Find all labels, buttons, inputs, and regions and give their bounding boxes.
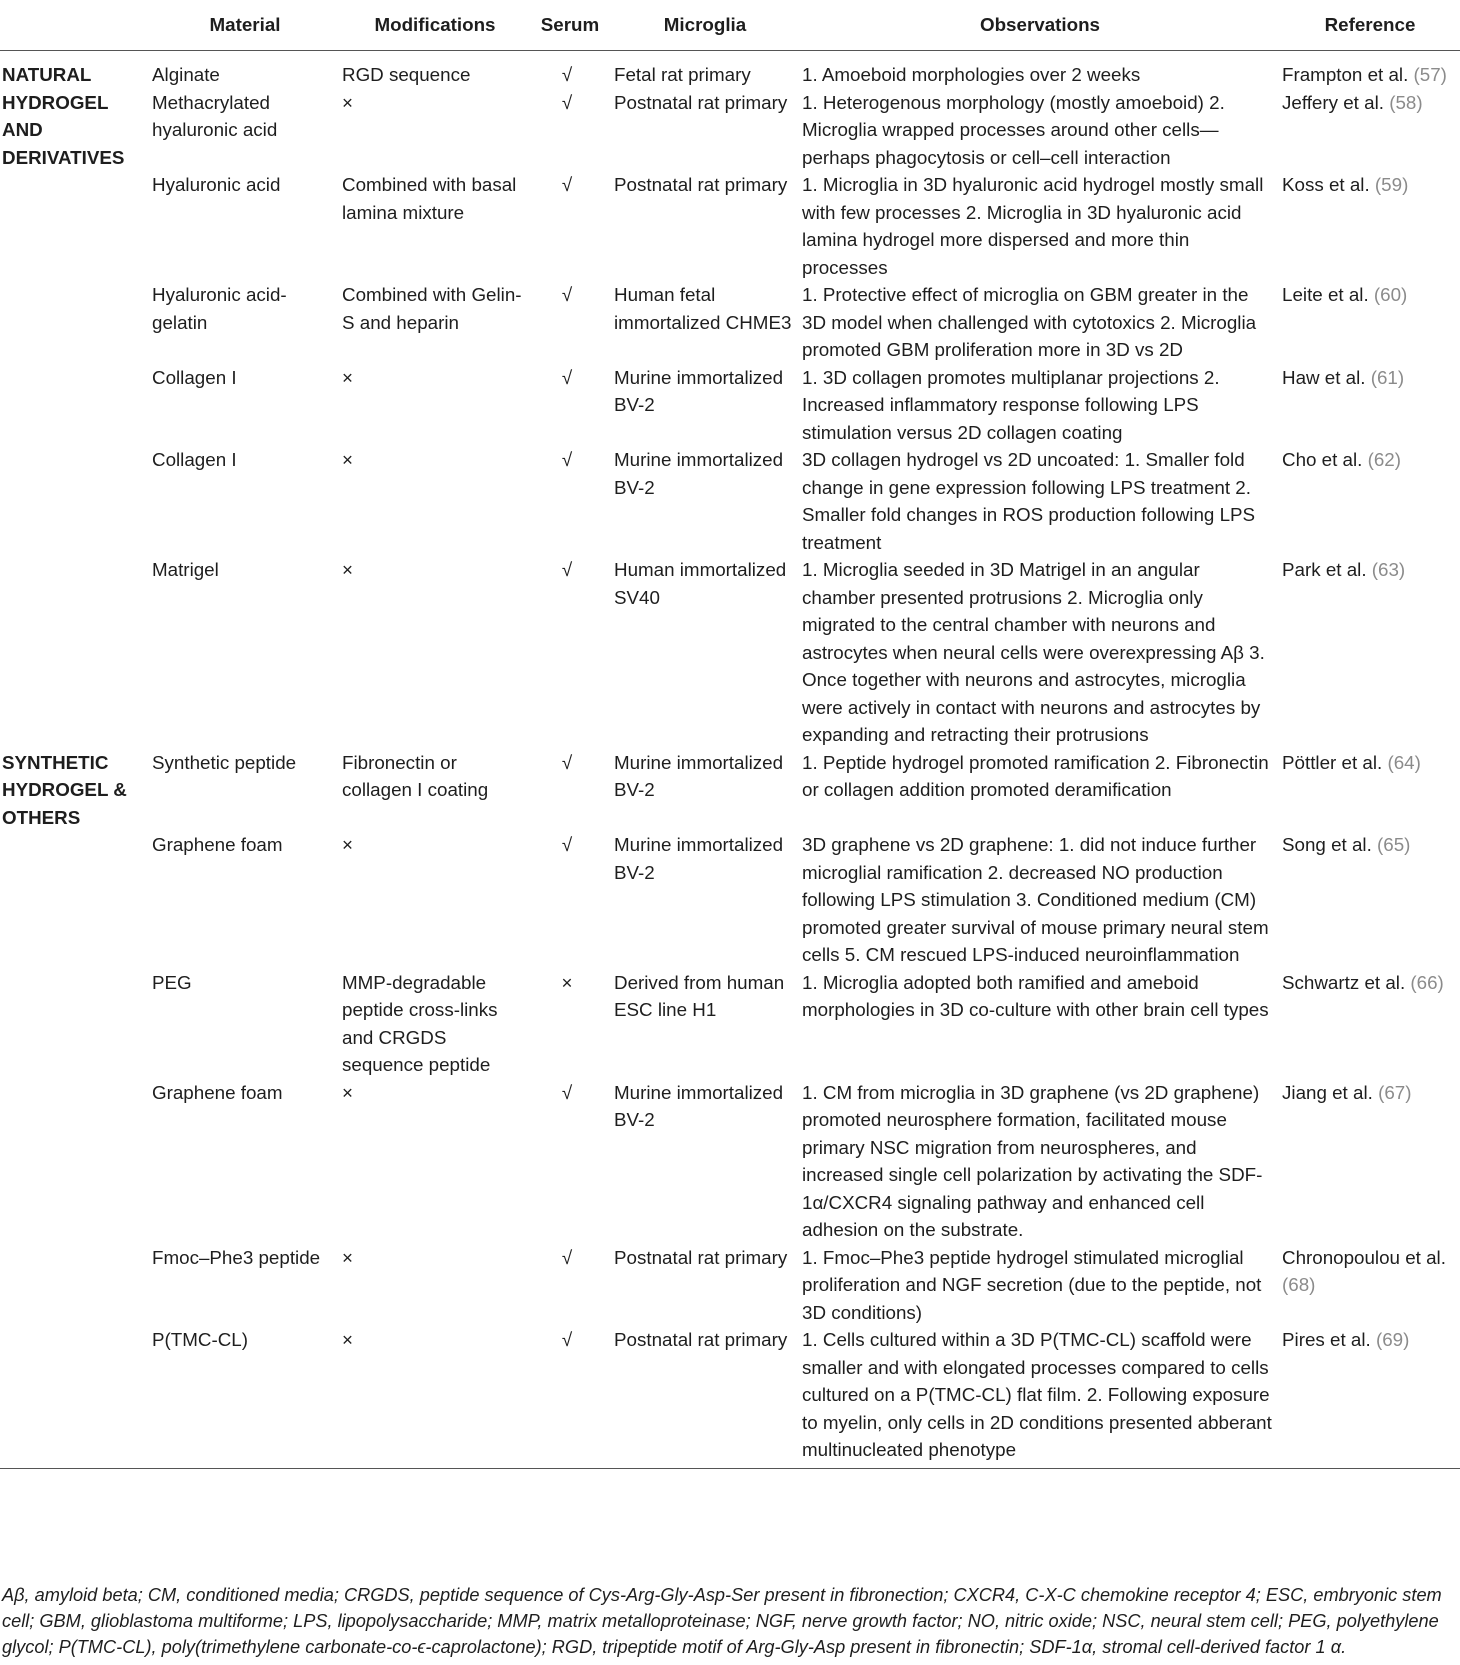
header-observations: Observations	[800, 0, 1280, 51]
cell-material: Hyaluronic acid-gelatin	[152, 284, 287, 333]
cell-serum: √	[561, 1246, 573, 1268]
cell-serum: ×	[561, 971, 573, 993]
table-row	[0, 749, 1460, 832]
ref-link[interactable]: (59)	[1374, 174, 1409, 195]
cell-serum: √	[561, 559, 573, 580]
ref-author: Pöttler et al.	[1282, 751, 1388, 773]
ref-author: Frampton et al.	[1282, 64, 1414, 85]
cell-reference	[1280, 364, 1460, 447]
cell-reference	[1280, 51, 1460, 89]
ref-link[interactable]: (62)	[1367, 449, 1402, 470]
cell-serum: √	[561, 91, 573, 113]
ref-link[interactable]: (58)	[1389, 91, 1423, 113]
cell-microglia: Murine immortalized BV-2	[614, 751, 784, 800]
cell-reference	[1280, 281, 1460, 364]
cell-material: Collagen I	[152, 449, 237, 470]
cell-modifications: ×	[342, 559, 353, 580]
cell-serum: √	[561, 1081, 573, 1103]
cell-serum: √	[530, 1326, 610, 1468]
cell-reference	[1280, 969, 1460, 1079]
ref-link[interactable]: (61)	[1370, 366, 1405, 388]
cell-microglia: Murine immortalized BV-2	[614, 834, 784, 883]
section-spacer	[0, 364, 150, 447]
cell-observations: 1. 3D collagen promotes multiplanar projections 2. Increased inflammatory response following LPS stimulation versus 2D collagen coating	[802, 366, 1220, 443]
table-row	[0, 51, 1460, 89]
cell-material: P(TMC-CL)	[150, 1326, 340, 1468]
table-row	[0, 1326, 1460, 1468]
cell-reference	[1280, 556, 1460, 749]
table-row	[0, 969, 1460, 1079]
section-label-synthetic: SYNTHETIC HYDROGEL & OTHERS	[2, 751, 127, 828]
cell-modifications: ×	[342, 449, 353, 470]
cell-modifications: MMP-degradable peptide cross-links and CRGDS sequence peptide	[342, 971, 498, 1075]
cell-reference	[1280, 89, 1460, 172]
section-spacer	[0, 1079, 150, 1244]
section-spacer	[0, 1326, 150, 1468]
cell-material: Fmoc–Phe3 peptide	[152, 1246, 321, 1268]
cell-serum: √	[561, 284, 573, 305]
cell-observations: 1. Fmoc–Phe3 peptide hydrogel stimulated microglial proliferation and NGF secretion (due to the peptide, not 3D conditions)	[802, 1246, 1262, 1323]
cell-observations: 1. Cells cultured within a 3D P(TMC-CL) scaffold were smaller and with elongated processes compared to cells cultured on a P(TMC-CL) flat film. 2. Following exposure to myelin, only cells in 2D conditions presented abberant multinucleated phenotype	[800, 1326, 1280, 1468]
cell-modifications: ×	[342, 91, 353, 113]
section-spacer	[0, 281, 150, 364]
cell-microglia: Murine immortalized BV-2	[614, 449, 784, 498]
header-serum: Serum	[530, 0, 610, 51]
table-row	[0, 556, 1460, 749]
cell-modifications: ×	[342, 366, 353, 388]
cell-material: PEG	[152, 971, 192, 993]
cell-modifications: ×	[340, 1326, 530, 1468]
cell-observations: 1. Protective effect of microglia on GBM greater in the 3D model when challenged with cytotoxics 2. Microglia promoted GBM proliferation more in 3D vs 2D	[802, 284, 1257, 360]
table-row	[0, 171, 1460, 281]
cell-modifications: ×	[342, 834, 353, 855]
cell-serum: √	[561, 366, 573, 388]
ref-author: Song et al.	[1282, 834, 1378, 855]
cell-microglia: Fetal rat primary	[614, 64, 751, 85]
header-microglia: Microglia	[610, 0, 800, 51]
ref-link[interactable]: (68)	[1282, 1274, 1316, 1295]
cell-material: Collagen I	[152, 366, 237, 388]
header-material: Material	[150, 0, 340, 51]
ref-link[interactable]: (64)	[1387, 751, 1421, 773]
cell-observations: 1. Microglia in 3D hyaluronic acid hydrogel mostly small with few processes 2. Microglia in 3D hyaluronic acid lamina hydrogel more dispersed and more thin processes	[802, 174, 1264, 278]
cell-observations: 3D graphene vs 2D graphene: 1. did not induce further microglial ramification 2. decreased NO production following LPS stimulation 3. Conditioned medium (CM) promoted greater survival of mouse primary neural stem cells 5. CM rescued LPS-induced neuroinflammation	[802, 834, 1269, 965]
cell-reference	[1280, 831, 1460, 969]
section-spacer	[0, 171, 150, 281]
table-row	[0, 89, 1460, 172]
header-modifications: Modifications	[340, 0, 530, 51]
ref-author: Cho et al.	[1282, 449, 1368, 470]
ref-link[interactable]: (57)	[1413, 64, 1447, 85]
section-spacer	[0, 831, 150, 969]
cell-serum: √	[561, 834, 573, 855]
cell-modifications: ×	[342, 1246, 353, 1268]
cell-microglia: Murine immortalized BV-2	[614, 366, 784, 415]
cell-serum: √	[561, 751, 573, 773]
cell-reference	[1280, 446, 1460, 556]
ref-link[interactable]: (60)	[1373, 284, 1408, 305]
ref-author: Haw et al.	[1282, 366, 1371, 388]
cell-observations: 1. Microglia seeded in 3D Matrigel in an angular chamber presented protrusions 2. Microglia only migrated to the central chamber with neurons and astrocytes when neural cells were overexpressing Aβ 3. Once together with neurons and astrocytes, microglia were actively in contact with neurons and astrocytes by expanding and retracting their protrusions	[802, 559, 1265, 745]
cell-serum: √	[561, 449, 573, 470]
section-spacer	[0, 446, 150, 556]
table-row	[0, 831, 1460, 969]
cell-material: Graphene foam	[152, 1081, 283, 1103]
cell-reference	[1280, 1244, 1460, 1327]
cell-microglia: Murine immortalized BV-2	[614, 1081, 784, 1130]
ref-link[interactable]: (67)	[1378, 1081, 1412, 1103]
ref-author: Jiang et al.	[1282, 1081, 1379, 1103]
section-label-natural: NATURAL HYDROGEL AND DERIVATIVES	[2, 64, 125, 168]
cell-observations: 1. Amoeboid morphologies over 2 weeks	[802, 64, 1141, 85]
ref-author: Park et al.	[1282, 559, 1372, 580]
cell-material: Synthetic peptide	[152, 751, 297, 773]
cell-modifications: Fibronectin or collagen I coating	[342, 751, 489, 800]
cell-material: Graphene foam	[152, 834, 283, 855]
section-spacer	[0, 969, 150, 1079]
cell-serum: √	[561, 64, 573, 85]
ref-author: Koss et al.	[1282, 174, 1375, 195]
cell-reference	[1280, 1326, 1460, 1468]
table-row	[0, 364, 1460, 447]
cell-modifications: RGD sequence	[342, 64, 471, 85]
cell-modifications: ×	[342, 1081, 353, 1103]
cell-observations: 3D collagen hydrogel vs 2D uncoated: 1. Smaller fold change in gene expression following LPS treatment 2. Smaller fold changes in ROS production following LPS treatment	[802, 449, 1256, 553]
cell-observations: 1. Peptide hydrogel promoted ramification 2. Fibronectin or collagen addition promoted deramification	[802, 751, 1269, 800]
cell-serum: √	[561, 174, 573, 195]
ref-author: Chronopoulou et al.	[1282, 1246, 1446, 1268]
cell-reference	[1280, 749, 1460, 832]
cell-observations: 1. CM from microglia in 3D graphene (vs 2D graphene) promoted neurosphere formation, facilitated mouse primary NSC migration from neurospheres, and increased single cell polarization by activating the SDF-1α/CXCR4 signaling pathway and enhanced cell adhesion on the substrate.	[802, 1081, 1263, 1240]
section-spacer	[0, 1244, 150, 1327]
cell-microglia: Human fetal immortalized CHME3	[614, 284, 792, 333]
cell-microglia: Human immortalized SV40	[614, 559, 787, 608]
header-row	[0, 0, 1460, 51]
ref-author: Jeffery et al.	[1282, 91, 1390, 113]
ref-link[interactable]: (69)	[1375, 1329, 1410, 1350]
ref-author: Pires et al.	[1282, 1329, 1376, 1350]
ref-link[interactable]: (63)	[1371, 559, 1406, 580]
cell-reference	[1280, 1079, 1460, 1244]
ref-link[interactable]: (66)	[1410, 971, 1444, 993]
cell-microglia: Postnatal rat primary	[614, 91, 788, 113]
cell-material: Methacrylated hyaluronic acid	[152, 91, 278, 140]
cell-observations: 1. Heterogenous morphology (mostly amoeboid) 2. Microglia wrapped processes around other cells—perhaps phagocytosis or cell–cell interaction	[802, 91, 1225, 168]
table-row	[0, 1079, 1460, 1244]
cell-material: Alginate	[152, 64, 220, 85]
cell-observations: 1. Microglia adopted both ramified and ameboid morphologies in 3D co-culture with other brain cell types	[802, 971, 1269, 1020]
ref-author: Schwartz et al.	[1282, 971, 1411, 993]
table-row	[0, 281, 1460, 364]
header-section	[0, 0, 150, 51]
table-footnote: Aβ, amyloid beta; CM, conditioned media; CRGDS, peptide sequence of Cys-Arg-Gly-Asp-Ser present in fibronection; CXCR4, C-X-C chemokine receptor 4; ESC, embryonic stem cell; GBM, glioblastoma multiforme; LPS, lipopolysaccharide; MMP, matrix metalloproteinase; NGF, nerve growth factor; NO, nitric oxide; NSC, neural stem cell; PEG, polyethylene glycol; P(TMC-CL), poly(trimethylene carbonate-co-ϵ-caprolactone); RGD, tripeptide motif of Arg-Gly-Asp present in fibronectin; SDF-1α, stromal cell-derived factor 1 α.	[2, 1585, 1442, 1657]
ref-author: Leite et al.	[1282, 284, 1374, 305]
header-reference: Reference	[1280, 0, 1460, 51]
table-row	[0, 446, 1460, 556]
table-row	[0, 1244, 1460, 1327]
section-spacer	[0, 556, 150, 749]
cell-microglia: Derived from human ESC line H1	[614, 971, 785, 1020]
cell-material: Matrigel	[152, 559, 219, 580]
cell-microglia: Postnatal rat primary	[610, 1326, 800, 1468]
ref-link[interactable]: (65)	[1377, 834, 1411, 855]
cell-modifications: Combined with basal lamina mixture	[342, 174, 517, 223]
cell-microglia: Postnatal rat primary	[614, 1246, 788, 1268]
cell-material: Hyaluronic acid	[152, 174, 281, 195]
cell-reference	[1280, 171, 1460, 281]
cell-microglia: Postnatal rat primary	[614, 174, 788, 195]
cell-modifications: Combined with Gelin-S and heparin	[342, 284, 522, 333]
